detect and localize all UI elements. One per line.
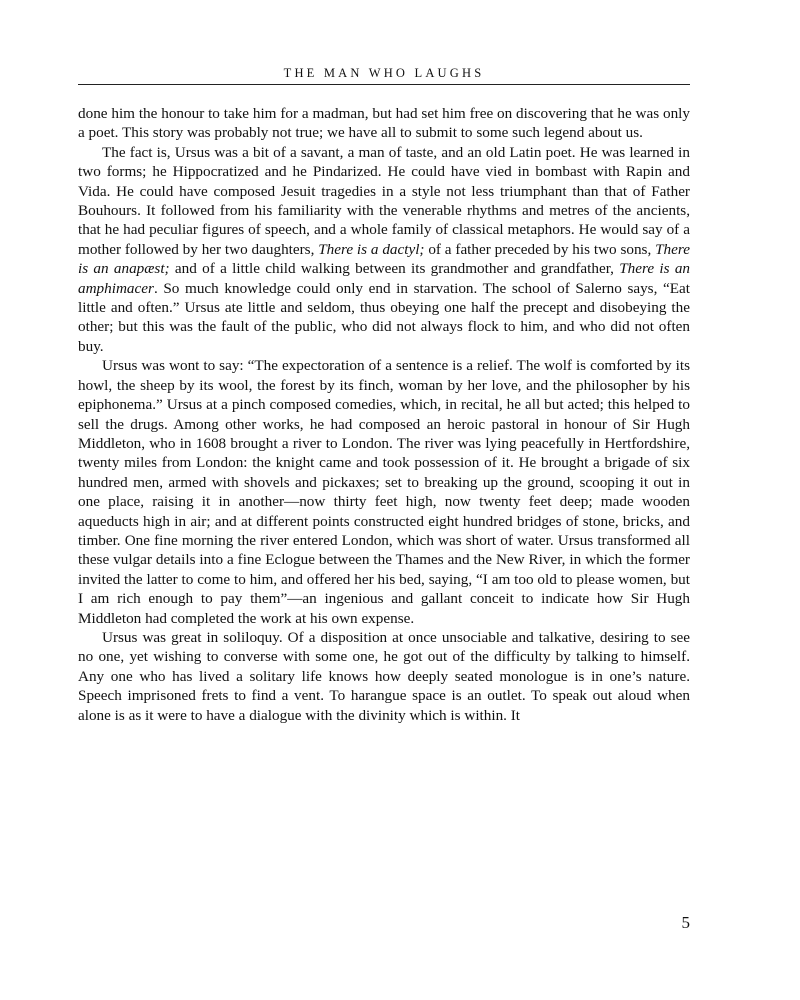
paragraph-4 — [78, 628, 690, 725]
paragraph-1-text: done him the honour to take him for a madman, but had set him free on discovering that he was only a poet. This story was probably not true; we have all to submit to some such legend about us. — [78, 105, 690, 142]
paragraph-2-text-c: and of a little child walking between its grandmother and grandfather, — [169, 260, 620, 278]
paragraph-2 — [78, 143, 690, 356]
body-text — [78, 104, 690, 725]
running-header: THE MAN WHO LAUGHS — [283, 66, 485, 80]
paragraph-2-italic-anapaest: There is an anapæst; — [78, 240, 690, 278]
paragraph-4-text: Ursus was great in soliloquy. Of a disposition at once unsociable and talkative, desiring to see no one, yet wishing to converse with some one, he got out of the difficulty by talking to himself. Any one who has lived a solitary life knows how deeply seated monologue is in one’s nature. Speech imprisoned frets to find a vent. To harangue space is an outlet. To speak out aloud when alone is as it were to have a dialogue with the divinity which is within. It — [78, 628, 690, 724]
page-number: 5 — [681, 913, 690, 932]
paragraph-2-text-d: . So much knowledge could only end in starvation. The school of Salerno says, “Eat little and often.” Ursus ate little and seldom, thus obeying one half the precept and disobeying the other; but this was the fault of the public, who did not always flock to him, and who did not often buy. — [78, 279, 690, 355]
paragraph-3 — [78, 356, 690, 628]
paragraph-1 — [78, 104, 690, 143]
paragraph-3-text: Ursus was wont to say: “The expectoration of a sentence is a relief. The wolf is comforted by its howl, the sheep by its wool, the forest by its finch, woman by her love, and the philosopher by his epiphonema.” Ursus at a pinch composed comedies, which, in recital, he all but acted; this helped to sell the drugs. Among other works, he had composed an heroic pastoral in honour of Sir Hugh Middleton, who in 1608 brought a river to London. The river was lying peacefully in Hertfordshire, twenty miles from London: the knight came and took possession of it. He brought a brigade of six hundred men, armed with shovels and pickaxes; set to breaking up the ground, scooping it out in one place, raising it in another—now thirty feet high, now twenty feet deep; made wooden aqueducts high in air; and at different points constructed eight hundred bridges of stone, bricks, and timber. One fine morning the river entered London, which was short of water. Ursus transformed all these vulgar details into a fine Eclogue between the Thames and the New River, in which the former invited the latter to come to him, and offered her his bed, saying, “I am too old to please women, but I am rich enough to pay them”—an ingenious and gallant conceit to indicate how Sir Hugh Middleton had completed the work at his own expense. — [78, 357, 690, 627]
paragraph-2-text-a: The fact is, Ursus was a bit of a savant, a man of taste, and an old Latin poet. He was learned in two forms; he Hippocratized and he Pindarized. He could have vied in bombast with Rapin and Vida. He could have composed Jesuit tragedies in a style not less triumphant than that of Father Bouhours. It followed from his familiarity with the venerable rhythms and metres of the ancients, that he had peculiar figures of speech, and a whole family of classical metaphors. He would say of a mother followed by her two daughters, — [78, 143, 690, 258]
paragraph-2-italic-amphimacer: There is an amphimacer — [78, 260, 691, 297]
paragraph-2-italic-dactyl: There is a dactyl; — [318, 240, 425, 258]
header-rule — [78, 84, 690, 85]
paragraph-2-text-b: of a father preceded by his two sons, — [424, 240, 656, 258]
